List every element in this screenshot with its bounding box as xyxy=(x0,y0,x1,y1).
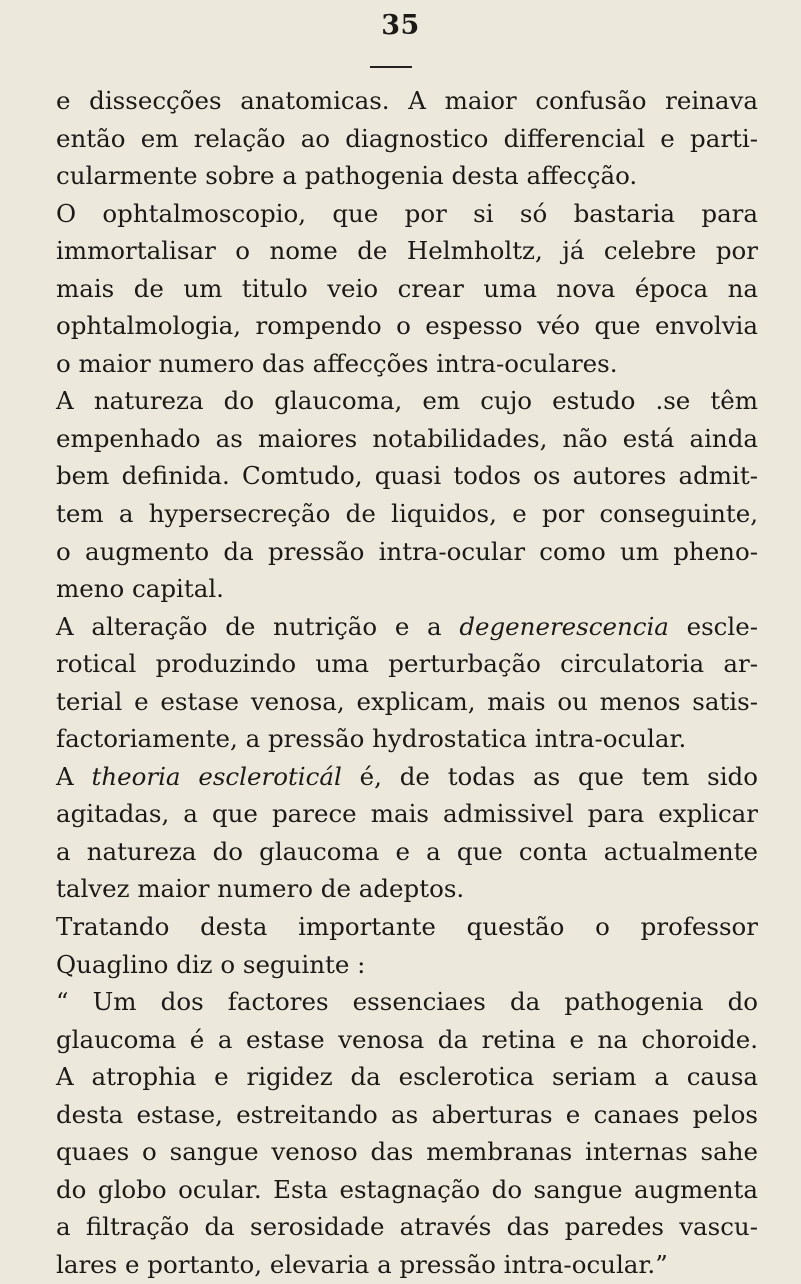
text-line: agitadas, a que parece mais admissivel para explicar xyxy=(56,799,758,829)
text-line: o augmento da pressão intra-ocular como um pheno- xyxy=(56,536,758,566)
text-segment: A xyxy=(56,761,92,791)
text-line: lares e portanto, elevaria a pressão intra-ocular.” xyxy=(56,1249,668,1279)
italic-term: degenerescencia xyxy=(459,611,669,641)
text-line: a filtração da serosidade através das paredes vascu- xyxy=(56,1212,758,1242)
text-segment: A alteração de nutrição e a xyxy=(56,611,460,641)
text-line xyxy=(56,608,758,646)
text-line: meno capital. xyxy=(56,574,224,604)
body-text xyxy=(56,82,758,1284)
text-line: do globo ocular. Esta estagnação do sangue augmenta xyxy=(56,1174,758,1204)
italic-term: theoria escleroticál xyxy=(91,761,342,791)
text-line: desta estase, estreitando as aberturas e canaes pelos xyxy=(56,1099,758,1129)
text-line: tem a hypersecreção de liquidos, e por conseguinte, xyxy=(56,499,758,529)
text-segment: é, de todas as que tem sido xyxy=(341,761,758,791)
text-line: o maior numero das affecções intra-oculares. xyxy=(56,348,618,378)
text-line: e dissecções anatomicas. A maior confusão reinava xyxy=(56,86,758,115)
text-line: rotical produzindo uma perturbação circulatoria ar- xyxy=(56,649,758,679)
text-line: O ophtalmoscopio, que por si só bastaria para xyxy=(56,198,758,228)
text-line: empenhado as maiores notabilidades, não está ainda xyxy=(56,423,758,453)
text-line: factoriamente, a pressão hydrostatica intra-ocular. xyxy=(56,724,687,754)
text-line: talvez maior numero de adeptos. xyxy=(56,874,465,904)
text-line: “ Um dos factores essenciaes da pathogenia do xyxy=(56,987,758,1017)
text-segment: escle- xyxy=(668,611,758,641)
text-line: Quaglino diz o seguinte : xyxy=(56,949,366,979)
page-number-rule xyxy=(370,66,412,68)
page-number: 35 xyxy=(381,10,420,41)
text-line: A natureza do glaucoma, em cujo estudo .se têm xyxy=(56,386,758,416)
text-line: Tratando desta importante questão o professor xyxy=(56,912,758,942)
text-line: a natureza do glaucoma e a que conta actualmente xyxy=(56,836,758,866)
text-line: então em relação ao diagnostico differencial e parti- xyxy=(56,123,758,153)
text-line: terial e estase venosa, explicam, mais ou menos satis- xyxy=(56,686,758,716)
text-line: A atrophia e rigidez da esclerotica seriam a causa xyxy=(56,1062,758,1092)
text-line xyxy=(56,758,758,796)
text-line: ophtalmologia, rompendo o espesso véo que envolvia xyxy=(56,311,758,341)
text-line: mais de um titulo veio crear uma nova época na xyxy=(56,273,758,303)
text-line: immortalisar o nome de Helmholtz, já celebre por xyxy=(56,236,758,266)
text-line: bem definida. Comtudo, quasi todos os autores admit- xyxy=(56,461,758,491)
text-line: cularmente sobre a pathogenia desta affecção. xyxy=(56,161,638,191)
text-line: glaucoma é a estase venosa da retina e na choroide. xyxy=(56,1024,758,1054)
text-line: quaes o sangue venoso das membranas internas sahe xyxy=(56,1137,758,1167)
